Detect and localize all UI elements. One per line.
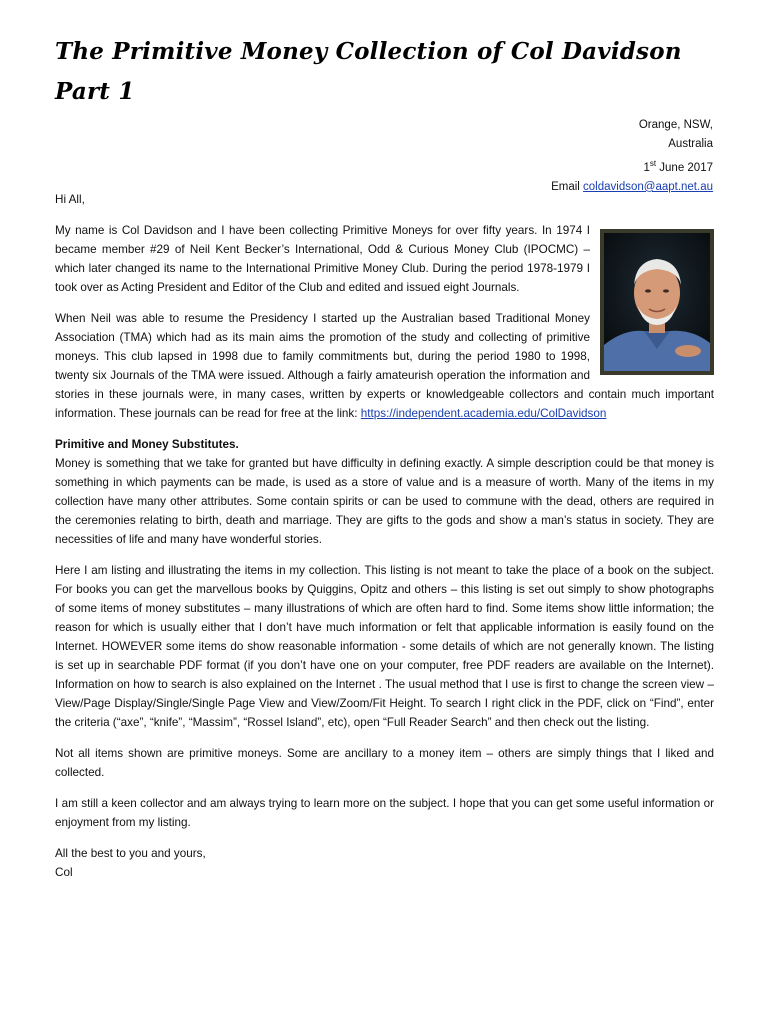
date-rest: June 2017 bbox=[656, 161, 713, 174]
section-heading: Primitive and Money Substitutes. bbox=[55, 438, 239, 451]
document-title bbox=[55, 32, 682, 112]
address-country: Australia bbox=[668, 138, 713, 150]
paragraph-3: Money is something that we take for granted but have difficulty in defining exactly. A simple description could be that money is something in which payments can be made, is used as a store of value and is a measure of worth. Many of the items in my collection have many other attributes. Some contain spirits or can be used to commune with the dead, others are required in the ceremonies relating to birth, death and marriage. They are gifts to the gods and show a man’s status in society. They are necessities of life and many have wonderful stories. bbox=[55, 457, 714, 546]
paragraph-5: Not all items shown are primitive moneys. Some are ancillary to a money item – others are simply things that I liked and collected. bbox=[55, 747, 714, 779]
letter-date bbox=[551, 154, 713, 178]
paragraph-1: My name is Col Davidson and I have been collecting Primitive Moneys for over fifty years. In 1974 I became member #29 of Neil Kent Becker’s International, Odd & Curious Money Club (IPOCMC) – which later changed its name to the International Primitive Money Club. During the period 1978-1979 I took over as Acting President and Editor of the Club and edited and issued eight Journals. bbox=[55, 224, 590, 294]
title-line-1: The Primitive Money Collection of Col Davidson bbox=[55, 38, 682, 65]
title-line-2: Part 1 bbox=[55, 78, 135, 105]
greeting: Hi All, bbox=[55, 193, 85, 206]
paragraph-2-text: When Neil was able to resume the Presidency I started up the Australian based Traditional Money Association (TMA) which had as its main aims the promotion of the study and collecting of primitive moneys. This club lapsed in 1998 due to family commitments but, during the period 1980 to 1998, twenty six Journals of the TMA were issued. Although a fairly amateurish operation the information and stories in these journals were, in many cases, written by experts or knowledgeable collectors and contain much important information. These journals can be read for free at the link: bbox=[55, 312, 714, 420]
letter-body bbox=[55, 190, 714, 894]
email-link[interactable]: coldavidson@aapt.net.au bbox=[583, 180, 713, 193]
portrait-photo-icon bbox=[600, 229, 714, 375]
signature: Col bbox=[55, 866, 73, 879]
academia-link[interactable]: https://independent.academia.edu/ColDavidson bbox=[360, 407, 607, 420]
paragraph-6: I am still a keen collector and am always trying to learn more on the subject. I hope that you can get some useful information or enjoyment from my listing. bbox=[55, 797, 714, 829]
date-day: 1 bbox=[643, 161, 650, 174]
address-city: Orange, NSW, bbox=[638, 119, 713, 131]
closing-line: All the best to you and yours, bbox=[55, 847, 206, 860]
portrait-image bbox=[604, 233, 710, 371]
date-suffix: st bbox=[649, 159, 657, 168]
paragraph-4: Here I am listing and illustrating the items in my collection. This listing is not meant to take the place of a book on the subject. For books you can get the marvellous books by Quiggins, Opitz and others – this listing is set out simply to show photographs of some items of money substitutes – many illustrations of which are often hard to find. Some items show little information; the reason for which is usually either that I don’t have much information or felt that applicable information is easily found on the Internet. HOWEVER some items do show reasonable information - some details of which are not generally known. The listing is set up in searchable PDF format (if you don’t have one on your computer, free PDF readers are available on the Internet). Information on how to search is also explained on the Internet . The usual method that I use is first to change the screen view – View/Page Display/Single/Single Page View and View/Zoom/Fit Height. To search I right click in the PDF, click on “Find”, enter the criteria (“axe”, “knife”, “Massim”, “Rossel Island”, etc), open “Full Reader Search” and then check out the listing. bbox=[55, 564, 714, 729]
email-label: Email bbox=[551, 180, 584, 193]
sender-address bbox=[551, 116, 713, 197]
